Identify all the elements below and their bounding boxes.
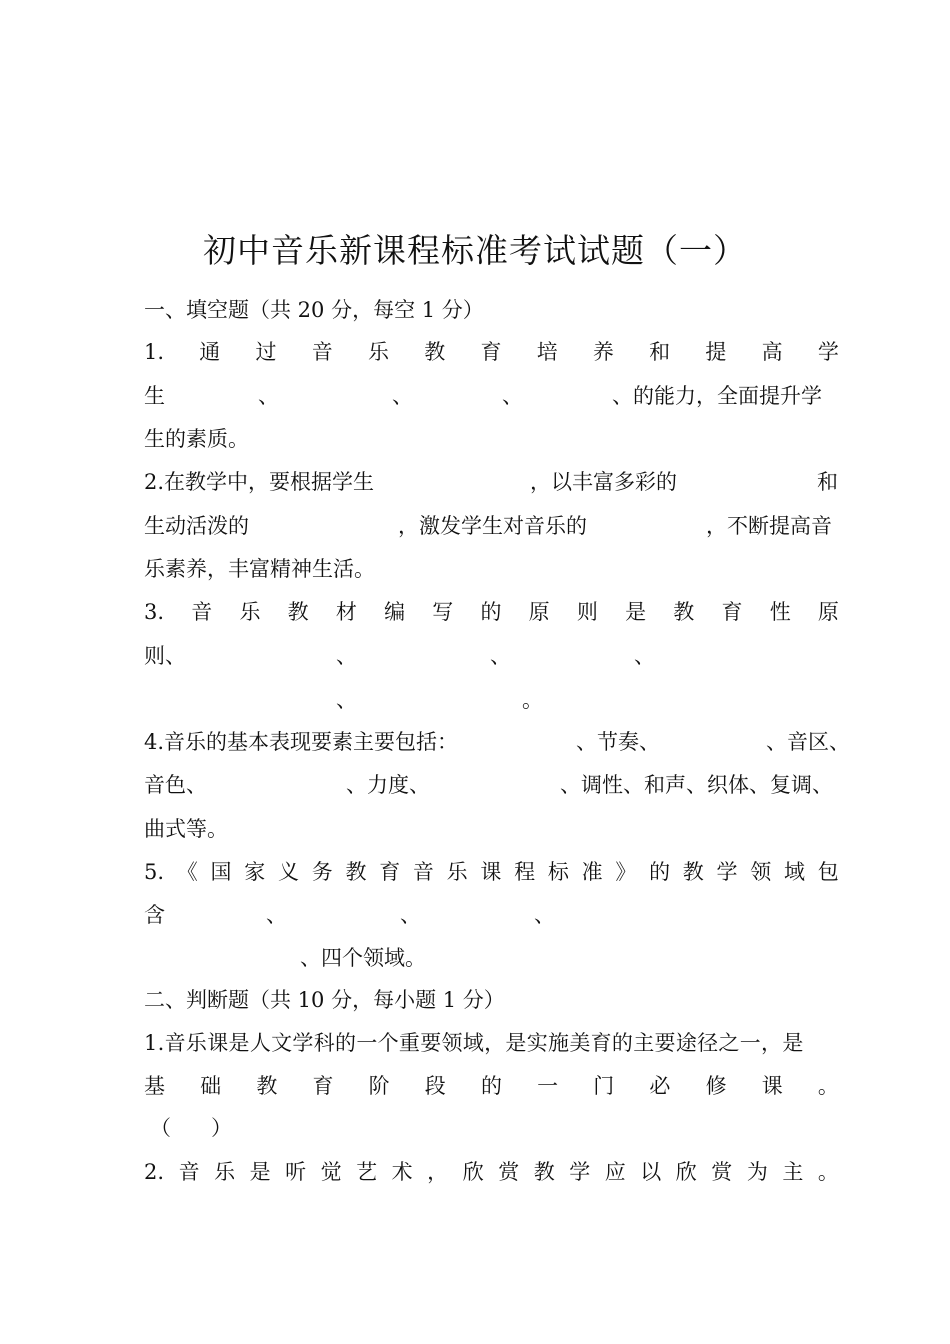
q5-char: 标 — [547, 860, 569, 884]
j2-char: 主 — [782, 1160, 804, 1184]
q1-line2-seg: 、的能力，全面提升学 — [612, 384, 822, 408]
q5-char: 学 — [716, 860, 738, 884]
q3-char: 性 — [769, 600, 791, 624]
q4-line3: 曲式等。 — [144, 817, 228, 841]
q1-char: 音 — [311, 340, 333, 364]
q5-line2-d: 、 — [534, 903, 555, 927]
j2-char: 艺 — [356, 1160, 378, 1184]
q5-char: 《 — [176, 860, 198, 884]
q1-line3: 生的素质。 — [144, 427, 249, 451]
q4-line1-b: 、节奏、 — [576, 730, 660, 754]
j2-char: 欣 — [462, 1160, 484, 1184]
q5-char: 的 — [649, 860, 671, 884]
question-1-line-1 — [144, 337, 839, 367]
j2-char: ， — [427, 1160, 449, 1184]
q5-char: 务 — [311, 860, 333, 884]
j2-char: 教 — [533, 1160, 555, 1184]
j2-char: 。 — [817, 1160, 839, 1184]
q2-line2-c: ，不断提高音 — [706, 514, 832, 538]
q1-line2-seg: 、 — [392, 384, 413, 408]
q1-char: 教 — [424, 340, 446, 364]
q4-line1-a: 4.音乐的基本表现要素主要包括： — [144, 730, 459, 754]
q5-char: 乐 — [446, 860, 468, 884]
q5-line2-b: 、 — [266, 903, 287, 927]
j2-char: 听 — [285, 1160, 307, 1184]
q1-char: 学 — [817, 340, 839, 364]
j1-char: 门 — [593, 1074, 615, 1098]
q3-char: 编 — [384, 600, 406, 624]
q3-line2-a: 则、 — [144, 644, 186, 668]
q1-char: 和 — [649, 340, 671, 364]
j1-char: 修 — [705, 1074, 727, 1098]
q2-line2-a: 生动活泼的 — [144, 514, 249, 538]
j1-char: 必 — [649, 1074, 671, 1098]
j2-char: 术 — [391, 1160, 413, 1184]
section-heading-fill-in: 一、填空题（共 20 分，每空 1 分） — [144, 298, 484, 322]
q1-char: 育 — [480, 340, 502, 364]
j1-char: 的 — [480, 1074, 502, 1098]
j2-char: 以 — [640, 1160, 662, 1184]
q5-line2-c: 、 — [400, 903, 421, 927]
q1-char: 提 — [705, 340, 727, 364]
j1-char: 础 — [200, 1074, 222, 1098]
q5-char: 育 — [379, 860, 401, 884]
q1-line2-seg: 、 — [502, 384, 523, 408]
judgement-1-line-2 — [144, 1071, 839, 1101]
q5-char: 包 — [817, 860, 839, 884]
q2-line1-c: 和 — [817, 470, 838, 494]
q3-char: 教 — [673, 600, 695, 624]
q1-char: 培 — [536, 340, 558, 364]
q1-char: 过 — [255, 340, 277, 364]
question-5-line-1 — [144, 857, 839, 887]
j2-char: 音 — [178, 1160, 200, 1184]
j1-char: 阶 — [368, 1074, 390, 1098]
q3-char: 音 — [191, 600, 213, 624]
j1-char: 基 — [144, 1074, 165, 1098]
j1-char: 。 — [817, 1074, 839, 1098]
j1-char: 段 — [424, 1074, 446, 1098]
q3-line2-d: 、 — [634, 644, 655, 668]
q3-line3-a: 、 — [336, 688, 357, 712]
q3-char: 原 — [817, 600, 839, 624]
q3-char: 乐 — [239, 600, 261, 624]
j2-char: 乐 — [214, 1160, 236, 1184]
q5-char: 准 — [581, 860, 603, 884]
question-3-line-1 — [144, 597, 839, 627]
q3-char: 写 — [432, 600, 454, 624]
answer-parentheses: （ ） — [150, 1116, 233, 1140]
j1-char: 教 — [256, 1074, 278, 1098]
q1-line2-seg: 、 — [258, 384, 279, 408]
q1-char: 养 — [592, 340, 614, 364]
q3-line3-b: 。 — [522, 688, 543, 712]
document-title: 初中音乐新课程标准考试试题（一） — [203, 231, 747, 270]
j2-char: 学 — [569, 1160, 591, 1184]
q5-char: 域 — [784, 860, 805, 884]
judgement-2-line-1 — [144, 1157, 839, 1187]
q3-char: 原 — [528, 600, 550, 624]
q5-char: 教 — [682, 860, 704, 884]
j1-line1: 1.音乐课是人文学科的一个重要领域，是实施美育的主要途径之一，是 — [144, 1031, 804, 1055]
q3-char: 教 — [287, 600, 309, 624]
q1-char: 1. — [144, 340, 165, 364]
q5-char: 程 — [514, 860, 536, 884]
q3-line2-c: 、 — [490, 644, 511, 668]
j2-char: 应 — [604, 1160, 626, 1184]
q2-line3: 乐素养，丰富精神生活。 — [144, 557, 375, 581]
q5-char: 教 — [345, 860, 367, 884]
q1-char: 乐 — [367, 340, 389, 364]
j1-char: 一 — [537, 1074, 559, 1098]
q3-char: 育 — [721, 600, 743, 624]
q4-line2-c: 、调性、和声、织体、复调、 — [560, 773, 833, 797]
q4-line2-a: 音色、 — [144, 773, 207, 797]
q4-line2-b: 、力度、 — [346, 773, 430, 797]
q5-line2-a: 含 — [144, 903, 165, 927]
q5-char: 5. — [144, 860, 165, 884]
q2-line1-b: ，以丰富多彩的 — [530, 470, 677, 494]
q3-char: 则 — [576, 600, 598, 624]
j1-char: 课 — [761, 1074, 783, 1098]
q3-line2-b: 、 — [336, 644, 357, 668]
q1-char: 通 — [199, 340, 221, 364]
j1-char: 育 — [312, 1074, 334, 1098]
q3-char: 是 — [625, 600, 647, 624]
j2-char: 赏 — [498, 1160, 520, 1184]
q5-line3: 、四个领域。 — [300, 946, 426, 970]
q2-line1-a: 2.在教学中，要根据学生 — [144, 470, 375, 494]
q5-char: 领 — [750, 860, 772, 884]
q3-char: 材 — [335, 600, 357, 624]
q4-line1-c: 、音区、 — [766, 730, 850, 754]
q5-char: 国 — [210, 860, 232, 884]
q3-char: 的 — [480, 600, 502, 624]
section-heading-true-false: 二、判断题（共 10 分，每小题 1 分） — [144, 988, 505, 1012]
q2-line2-b: ，激发学生对音乐的 — [398, 514, 587, 538]
q1-char: 高 — [761, 340, 783, 364]
j2-char: 赏 — [711, 1160, 733, 1184]
q5-char: 家 — [244, 860, 266, 884]
q5-char: 课 — [480, 860, 502, 884]
q5-char: 》 — [615, 860, 637, 884]
j2-char: 欣 — [675, 1160, 697, 1184]
j2-char: 2. — [144, 1160, 165, 1184]
q5-char: 音 — [412, 860, 434, 884]
j2-char: 为 — [746, 1160, 768, 1184]
q3-char: 3. — [144, 600, 165, 624]
j2-char: 觉 — [320, 1160, 342, 1184]
q1-line2-seg: 生 — [144, 384, 165, 408]
q5-char: 义 — [277, 860, 299, 884]
j2-char: 是 — [249, 1160, 271, 1184]
